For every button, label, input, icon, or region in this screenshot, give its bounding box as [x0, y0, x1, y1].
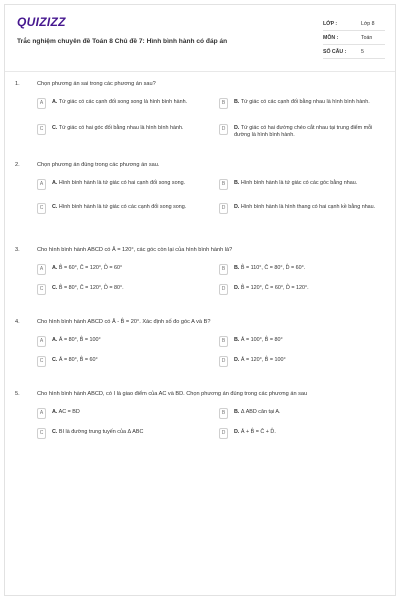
question-number: 3.: [15, 247, 20, 253]
meta-row-class: [323, 17, 385, 31]
question-3: [15, 247, 387, 292]
option-d[interactable]: D D. Â + B̂ = Ĉ + D̂.: [219, 428, 389, 439]
option-box[interactable]: D: [219, 356, 228, 367]
question-4: [15, 319, 387, 364]
page-title: Trắc nghiệm chuyên đề Toán 8 Chủ đề 7: Hình bình hành có đáp án: [17, 38, 228, 45]
option-box[interactable]: C: [37, 428, 46, 439]
meta-value: 5: [361, 48, 364, 55]
worksheet-header: [17, 13, 385, 65]
worksheet-page: [4, 4, 396, 596]
option-b[interactable]: B B. Hình bình hành là tứ giác có các góc bằng nhau.: [219, 179, 389, 190]
option-box[interactable]: C: [37, 124, 46, 135]
option-box[interactable]: A: [37, 408, 46, 419]
quizizz-logo: QUIZIZZ: [17, 15, 66, 29]
option-box[interactable]: A: [37, 264, 46, 275]
option-box[interactable]: B: [219, 336, 228, 347]
meta-row-subject: [323, 31, 385, 45]
option-b[interactable]: B B. B̂ = 110°, Ĉ = 80°, D̂ = 60°.: [219, 264, 389, 275]
question-1: [15, 81, 387, 139]
header-divider: [5, 71, 395, 72]
option-box[interactable]: D: [219, 428, 228, 439]
question-2: [15, 162, 387, 211]
option-b[interactable]: B B. Tứ giác có các cạnh đối bằng nhau là hình bình hành.: [219, 98, 389, 109]
option-a[interactable]: A A. AC = BD: [37, 408, 207, 419]
option-a[interactable]: A A. Tứ giác có các cạnh đối song song là hình bình hành.: [37, 98, 207, 109]
question-number: 5.: [15, 391, 20, 397]
question-text: Chọn phương án đúng trong các phương án sau.: [37, 162, 160, 168]
question-text: Cho hình bình hành ABCD, có I là giao điểm của AC và BD. Chọn phương án đúng trong các phương án sau: [37, 391, 308, 397]
question-number: 4.: [15, 319, 20, 325]
meta-value: Lớp 8: [361, 20, 375, 27]
option-c[interactable]: C C. Hình bình hành là tứ giác có các cạnh đối song song.: [37, 203, 207, 214]
option-d[interactable]: D D. B̂ = 120°, Ĉ = 60°, D̂ = 120°.: [219, 284, 389, 295]
option-box[interactable]: C: [37, 203, 46, 214]
option-c[interactable]: C C. Tứ giác có hai góc đối bằng nhau là hình bình hành.: [37, 124, 207, 135]
option-a[interactable]: A A. Hình bình hành là tứ giác có hai cạnh đối song song.: [37, 179, 207, 190]
option-box[interactable]: A: [37, 336, 46, 347]
option-b[interactable]: B B. Â = 100°, B̂ = 80°: [219, 336, 389, 347]
option-d[interactable]: D D. Â = 120°, B̂ = 100°: [219, 356, 389, 367]
option-a[interactable]: A A. Â = 80°, B̂ = 100°: [37, 336, 207, 347]
option-box[interactable]: A: [37, 98, 46, 109]
meta-label: MÔN :: [323, 34, 339, 41]
option-box[interactable]: B: [219, 408, 228, 419]
option-d[interactable]: D D. Tứ giác có hai đường chéo cắt nhau tại trung điểm mỗi đường là hình bình hành.: [219, 124, 389, 139]
option-box[interactable]: A: [37, 179, 46, 190]
option-box[interactable]: D: [219, 284, 228, 295]
option-box[interactable]: B: [219, 98, 228, 109]
meta-table: [323, 17, 385, 59]
option-d[interactable]: D D. Hình bình hành là hình thang có hai cạnh kề bằng nhau.: [219, 203, 389, 214]
meta-label: SỐ CÂU :: [323, 48, 347, 55]
option-b[interactable]: B B. Δ ABD cân tại A.: [219, 408, 389, 419]
meta-value: Toán: [361, 34, 373, 41]
option-box[interactable]: C: [37, 284, 46, 295]
option-c[interactable]: C C. Â = 80°, B̂ = 60°: [37, 356, 207, 367]
option-box[interactable]: B: [219, 179, 228, 190]
option-box[interactable]: D: [219, 124, 228, 135]
option-c[interactable]: C C. B̂ = 80°, Ĉ = 120°, D̂ = 80°.: [37, 284, 207, 295]
meta-label: LỚP :: [323, 20, 338, 27]
option-box[interactable]: D: [219, 203, 228, 214]
question-text: Cho hình bình hành ABCD có Â - B̂ = 20°. Xác định số đo góc A và B?: [37, 319, 211, 325]
option-c[interactable]: C C. BI là đường trung tuyến của Δ ABC: [37, 428, 207, 439]
question-5: [15, 391, 387, 436]
meta-row-count: [323, 45, 385, 59]
option-box[interactable]: C: [37, 356, 46, 367]
option-a[interactable]: A A. B̂ = 60°, Ĉ = 120°, D̂ = 60°: [37, 264, 207, 275]
question-number: 1.: [15, 81, 20, 87]
question-text: Chọn phương án sai trong các phương án sau?: [37, 81, 156, 87]
question-number: 2.: [15, 162, 20, 168]
question-text: Cho hình bình hành ABCD có Â = 120°, các góc còn lại của hình bình hành là?: [37, 247, 233, 253]
option-box[interactable]: B: [219, 264, 228, 275]
